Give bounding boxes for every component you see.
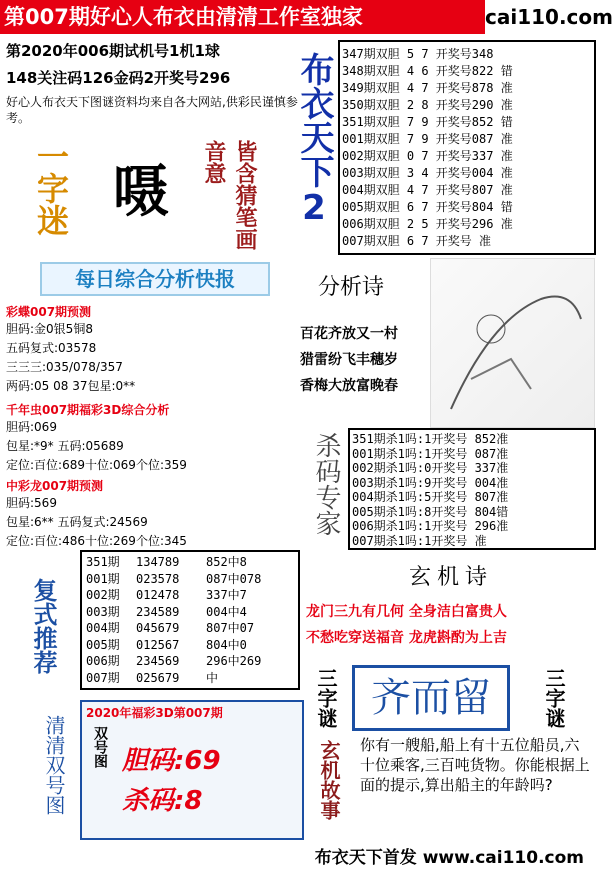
complex-row [86,620,294,637]
xuanji-title: 玄机诗 [408,565,493,590]
complex-cell: 012567 [136,637,180,652]
zhongcailong-line: 定位:百位:486十位:269个位:345 [6,534,187,548]
story-label: 玄机故事 [317,740,341,820]
shuanghao-sha: 杀码:8 [122,786,203,816]
shuanghao-side: 双号图 [92,726,108,768]
complex-row [86,571,294,588]
complex-cell: 025679 [136,670,180,685]
xuanji-block [306,560,596,651]
riddle3-left: 三字谜 [314,668,338,728]
riddle-one-word [18,140,328,250]
complex-cell: 006期 [86,654,120,668]
intro-block [6,40,336,126]
zhongcailong-line: 胆码:569 [6,496,57,510]
complex-cell: 012478 [136,588,180,602]
kill-row: 006期杀1吗:1开奖号 296准 [352,519,509,533]
history-row: 005期双胆 6 7 开奖号804 错 [342,200,513,214]
complex-cell: 087中078 [206,571,262,586]
kill-row: 004期杀1吗:5开奖号 807准 [352,490,509,504]
riddle3-right: 三字谜 [542,668,566,728]
history-row: 007期双胆 6 7 开奖号 准 [342,234,492,248]
complex-cell: 852中8 [206,555,247,569]
qiannian-line: 包星:*9* 五码:05689 [6,439,124,453]
complex-row [86,653,294,670]
intro-note: 好心人布衣天下图谜资料均来自各大网站,供彩民谨慎参考。 [6,95,298,125]
complex-cell: 001期 [86,571,120,586]
complex-cell: 003期 [86,604,120,619]
caidie-line: 胆码:金0银5铜8 [6,322,93,336]
riddle-label: 一字迷 [32,140,70,236]
complex-cell: 234569 [136,654,180,668]
zhongcailong-title: 中彩龙007期预测 [6,479,104,493]
complex-cell: 351期 [86,555,120,569]
analysis-poem [300,270,428,399]
history-row: 351期双胆 7 9 开奖号852 错 [342,115,513,129]
kill-row: 001期杀1吗:1开奖号 087准 [352,446,509,461]
riddle-char: 嗫 [113,160,169,225]
complex-cell: 004中4 [206,604,247,619]
caidie-line: 三三三:035/078/357 [6,360,123,374]
qiannian-block [6,401,306,475]
shuanghao-label: 清清双号图 [42,715,66,815]
complex-cell: 045679 [136,621,180,635]
complex-row [86,604,294,621]
poem-line: 百花齐放又一村 [300,326,398,342]
caidie-line: 五码复式:03578 [6,341,97,355]
complex-label-box [6,548,90,693]
xuanji-line: 龙门三九有几何 全身洁白富贵人 [306,604,507,620]
history-row: 347期双胆 5 7 开奖号348 [342,47,494,61]
complex-cell: 807中07 [206,621,255,635]
shuanghao-card [80,700,304,840]
caidie-title: 彩蝶007期预测 [6,305,92,319]
site-tag[interactable]: cai110.com [485,0,600,34]
shuanghao-dan: 胆码:69 [122,746,221,776]
riddle-hint: 皆含猜笔画音意 [201,140,257,250]
kill-row: 002期杀1吗:0开奖号 337准 [352,461,509,475]
ink-illustration [430,258,595,428]
history-row: 002期双胆 0 7 开奖号337 准 [342,149,513,163]
complex-cell: 296中269 [206,654,262,668]
riddle3-chars: 齐而留 [352,665,510,731]
complex-cell: 804中0 [206,637,247,652]
history-row: 006期双胆 2 5 开奖号296 准 [342,217,513,231]
complex-cell: 中 [206,670,219,685]
header-title: 第007期好心人布衣由清清工作室独家 [4,5,363,29]
complex-cell: 134789 [136,555,180,569]
history-row: 348期双胆 4 6 开奖号822 错 [342,64,513,78]
kill-row: 005期杀1吗:8开奖号 804错 [352,504,509,519]
xuanji-line: 不愁吃穿送福音 龙虎斟酌为上吉 [306,630,507,646]
complex-row [86,587,294,604]
history-row: 004期双胆 4 7 开奖号807 准 [342,183,513,197]
qiannian-line: 定位:百位:689十位:069个位:359 [6,458,187,472]
kill-row: 351期杀1吗:1开奖号 852准 [352,432,509,446]
kill-row: 003期杀1吗:9开奖号 004准 [352,475,509,490]
caidie-line: 两码:05 08 37包星:0** [6,379,136,393]
complex-table [80,550,300,690]
brand-title: 布衣天下2 [294,52,334,228]
history-table [338,40,596,255]
poem-line: 香梅大放富晚春 [300,378,398,394]
complex-row [86,637,294,654]
complex-row [86,554,294,571]
complex-cell: 002期 [86,588,120,602]
poem-title: 分析诗 [318,275,385,300]
complex-cell: 004期 [86,621,120,635]
shuanghao-title: 2020年福彩3D第007期 [86,706,223,720]
kill-row: 007期杀1吗:1开奖号 准 [352,533,487,548]
intro-line2: 148关注码126金码2开奖号296 [6,69,231,87]
kill-label: 杀码专家 [311,432,341,536]
history-row: 349期双胆 4 7 开奖号878 准 [342,81,513,95]
history-row: 001期双胆 7 9 开奖号087 准 [342,132,513,146]
zhongcailong-line: 包星:6** 五码复式:24569 [6,515,148,529]
zhongcailong-block [6,477,306,551]
complex-label: 复式推荐 [29,578,57,674]
complex-cell: 337中7 [206,588,247,602]
history-row: 003期双胆 3 4 开奖号004 准 [342,166,513,180]
complex-cell: 007期 [86,670,120,685]
history-row: 350期双胆 2 8 开奖号290 准 [342,98,513,112]
qiannian-line: 胆码:069 [6,420,57,434]
caidie-block [6,303,296,396]
complex-row [86,670,294,687]
kill-table [348,428,596,550]
qiannian-title: 千年虫007期福彩3D综合分析 [6,403,170,417]
illustration-svg [431,259,596,429]
complex-cell: 023578 [136,571,180,586]
story-text: 你有一艘船,船上有十五位船员,六十位乘客,三百吨货物。你能根据上面的提示,算出船主的年龄吗? [360,736,590,794]
intro-line1: 第2020年006期试机号1机1球 [6,42,220,60]
footer: 布衣天下首发 www.cai110.com [314,848,584,868]
complex-cell: 234589 [136,604,180,619]
poem-line: 猎雷纷飞丰穗岁 [300,352,398,368]
daily-banner: 每日综合分析快报 [40,262,270,296]
complex-cell: 005期 [86,637,120,652]
